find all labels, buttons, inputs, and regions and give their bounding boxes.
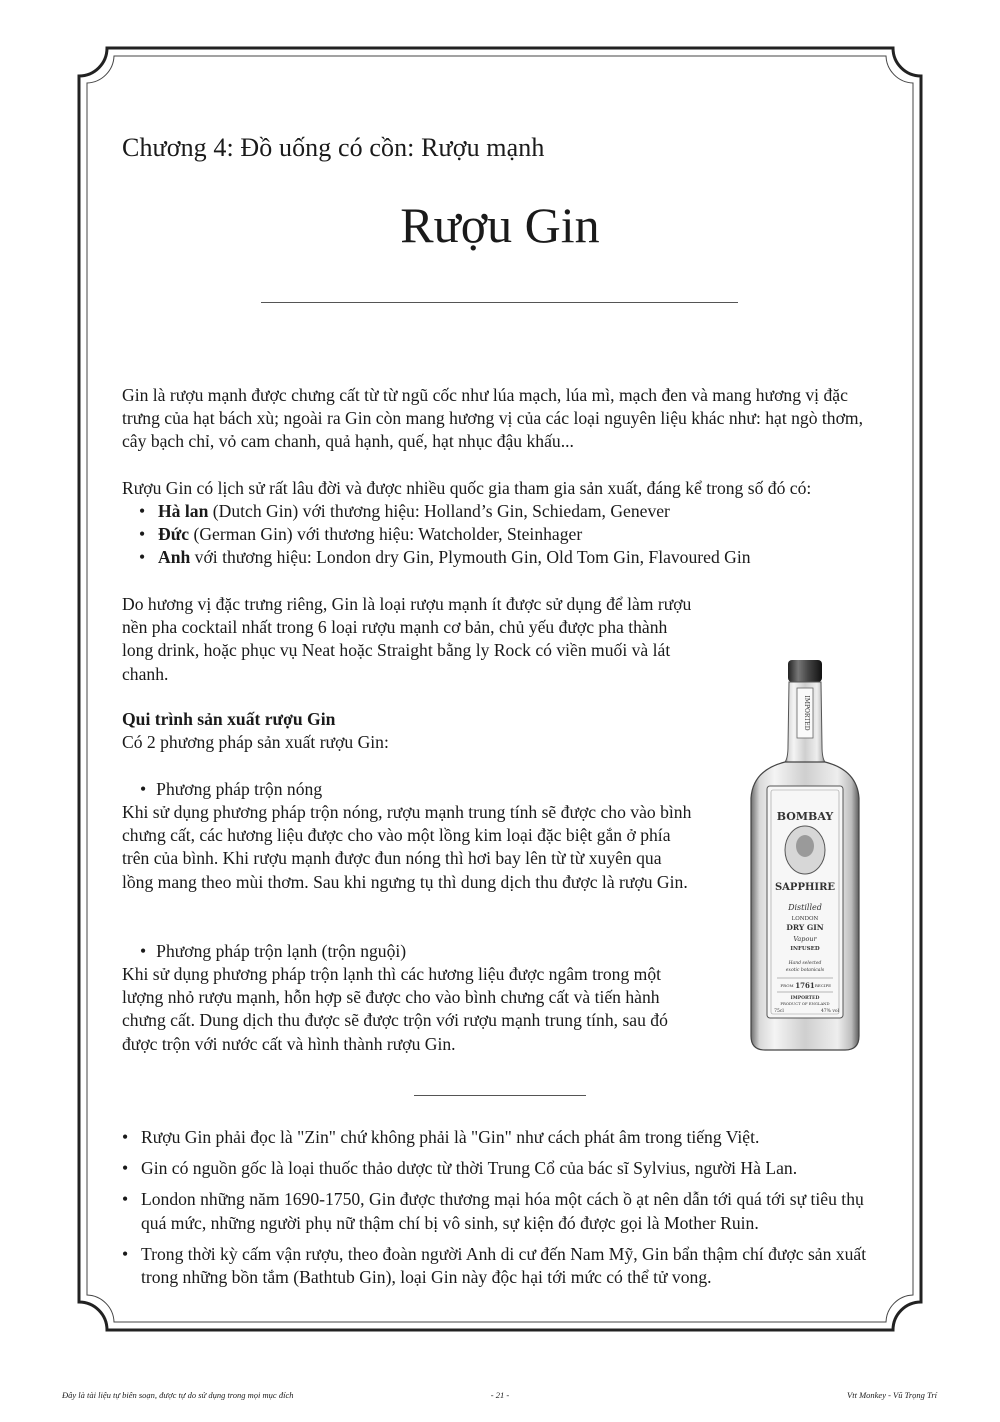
history-paragraph: Rượu Gin có lịch sử rất lâu đời và được nhiều quốc gia tham gia sản xuất, đáng kể trong số đó có: [122,478,812,498]
method-cold-description: Khi sử dụng phương pháp trộn lạnh thì các hương liệu được ngâm trong một lượng nhỏ rượu mạnh, hỗn hợp sẽ được cho vào bình chưng cất và tiến hành chưng cất. Dung dịch thu được sẽ được trộn với rượu mạnh trung tính, sau đó được trộn với nước cất và hình thành rượu Gin. [122,964,668,1054]
label-volume: 75cl [774,1009,784,1014]
process-heading: Qui trình sản xuất rượu Gin [122,709,336,729]
process-intro: Có 2 phương pháp sản xuất rượu Gin: [122,732,389,752]
country-name: Anh [158,547,191,568]
label-from: FROM [780,983,794,988]
label-infused: INFUSED [790,946,820,952]
brand-top: BOMBAY [776,810,834,823]
title-divider [261,302,738,303]
neck-label: IMPORTED [803,695,810,731]
method-hot-description: Khi sử dụng phương pháp trộn nóng, rượu mạnh trung tính sẽ được cho vào bình chưng cất, các hương liệu được cho vào một lồng kim loại đặc biệt gắn ở phía trên của bình. Khi rượu mạnh được đun nóng thì hơi bay lên từ từ xuyên qua lồng mang theo mùi thơm. Sau khi ngưng tụ thì dung dịch thu được là rượu Gin. [122,802,692,892]
section-divider [414,1095,586,1096]
list-item [122,546,751,569]
list-item: • London những năm 1690-1750, Gin được thương mại hóa một cách ồ ạt nên dẫn tới quá tới sự tiêu thụ quá mức, những người phụ nữ thậm chí bị vô sinh, sự kiện đó được gọi là Mother Ruin. [122,1188,892,1234]
label-london: LONDON [791,916,819,922]
label-vapour: Vapour [793,935,817,943]
brand-bottom: SAPPHIRE [774,882,836,893]
gin-bottle-image [745,658,865,1054]
country-detail: (German Gin) với thương hiệu: Watcholder, Steinhager [189,524,583,545]
label-product-of: PRODUCT OF ENGLAND [780,1001,830,1006]
list-item: • Rượu Gin phải đọc là "Zin" chứ không phải là "Gin" như cách phát âm trong tiếng Việt. [122,1126,892,1149]
label-botanicals: exotic botanicals [785,968,825,973]
method-hot-title: • Phương pháp trộn nóng [140,779,323,799]
label-distilled: Distilled [788,903,822,912]
footer-author: Vtt Monkey - Vũ Trọng Trí [847,1390,937,1400]
label-imported: IMPORTED [790,996,820,1001]
usage-paragraph: Do hương vị đặc trưng riêng, Gin là loại rượu mạnh ít được sử dụng để làm rượu nền pha cocktail nhất trong 6 loại rượu mạnh cơ bản, chủ yếu được pha thành long drink, hoặc phục vụ Neat hoặc Straight bằng ly Rock có viền muối và lát chanh. [122,594,692,684]
method-cold-name: Phương pháp trộn lạnh (trộn nguội) [156,941,407,961]
chapter-heading: Chương 4: Đồ uống có cồn: Rượu mạnh [122,133,545,162]
label-year: 1761 [795,981,815,990]
country-name: Đức [158,524,190,545]
notes-list [122,1126,892,1297]
list-item [122,500,751,523]
country-detail: với thương hiệu: London dry Gin, Plymouth Gin, Old Tom Gin, Flavoured Gin [190,547,751,568]
country-list [122,500,751,570]
label-hand-selected: Hand selected [788,961,822,966]
list-item: • Gin có nguồn gốc là loại thuốc thảo dược từ thời Trung Cổ của bác sĩ Sylvius, người Hà Lan. [122,1157,892,1180]
method-cold-title: • Phương pháp trộn lạnh (trộn nguội) [140,941,407,961]
footer-left: Đây là tài liệu tự biên soạn, được tự do sử dụng trong mọi mục đích [62,1390,294,1400]
list-item: • Trong thời kỳ cấm vận rượu, theo đoàn người Anh di cư đến Nam Mỹ, Gin bẩn thậm chí được sản xuất trong những bồn tắm (Bathtub Gin), loại Gin này độc hại tới mức có thể tử vong. [122,1243,892,1289]
country-detail: (Dutch Gin) với thương hiệu: Holland’s Gin, Schiedam, Genever [208,501,670,521]
intro-paragraph: Gin là rượu mạnh được chưng cất từ từ ngũ cốc như lúa mạch, lúa mì, mạch đen và mang hương vị đặc trưng của hạt bách xù; ngoài ra Gin còn mang hương vị của các loại nguyên liệu khác như: hạt ngò thơm, cây bạch chỉ, vỏ cam chanh, quả hạnh, quế, hạt nhục đậu khấu... [122,385,863,452]
label-dry-gin: DRY GIN [786,923,824,932]
label-recipe: RECIPE [814,983,832,988]
page-title: Rượu Gin [400,197,600,253]
page-number: - 21 - [490,1390,510,1400]
country-name: Hà lan [158,501,209,521]
list-item [122,523,751,546]
label-abv: 47% vol [820,1009,840,1014]
method-hot-name: Phương pháp trộn nóng [156,779,323,799]
